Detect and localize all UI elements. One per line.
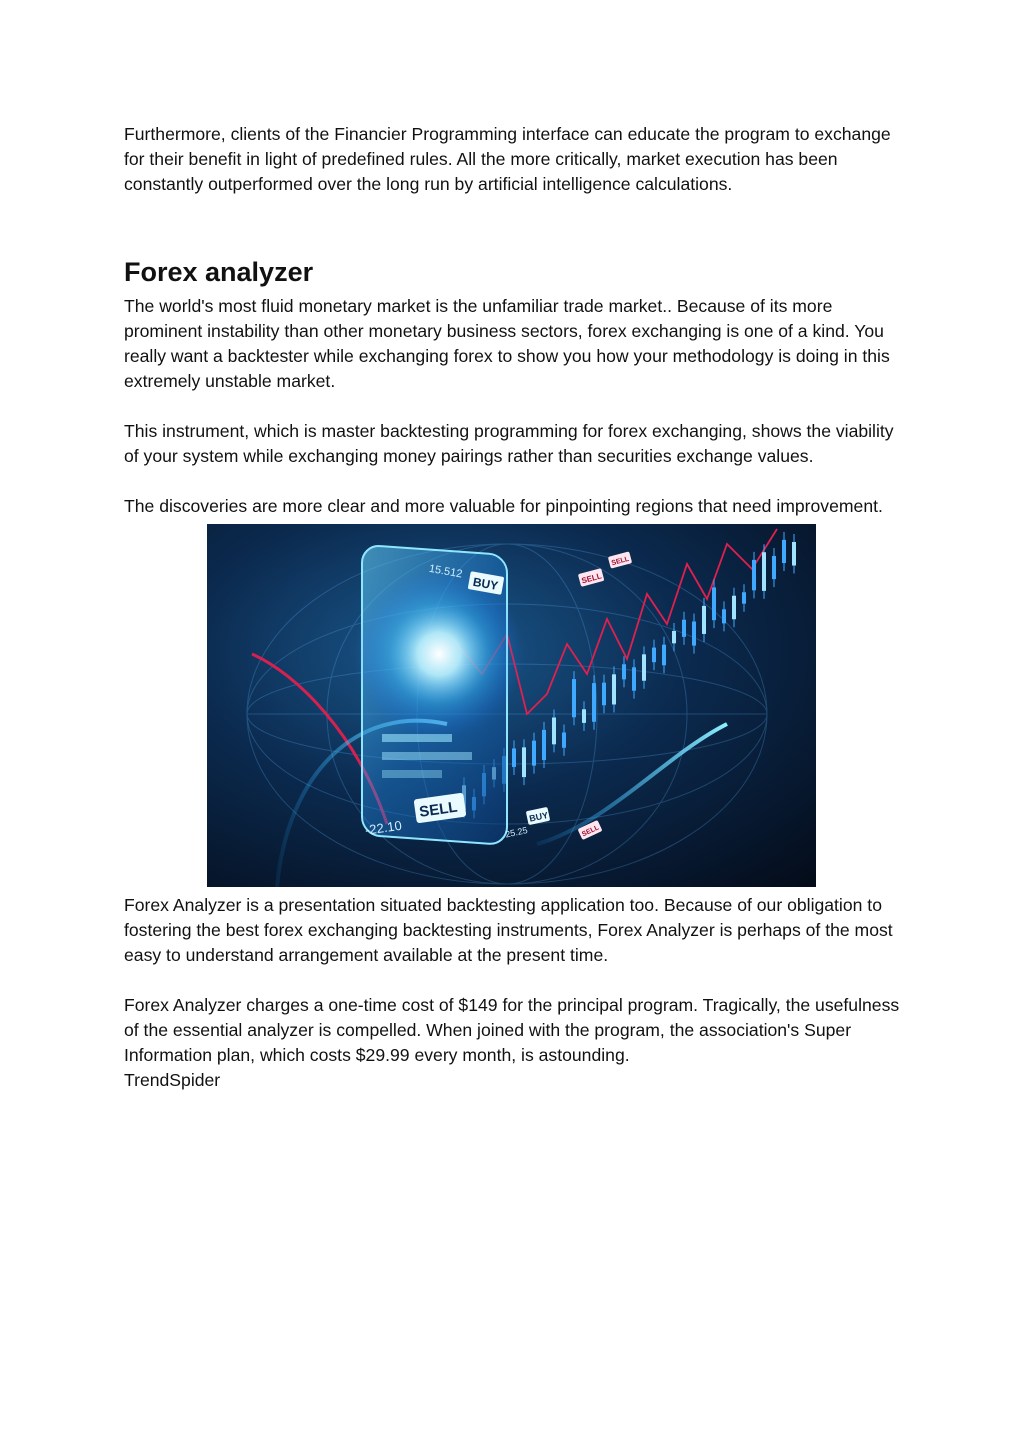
candle-body bbox=[682, 620, 686, 637]
candle-body bbox=[622, 664, 626, 679]
paragraph-2: This instrument, which is master backtesting programming for forex exchanging, shows the viability of your system while exchanging money pairings rather than securities exchange values. bbox=[124, 421, 894, 466]
candle-body bbox=[562, 732, 566, 747]
candle-body bbox=[742, 592, 746, 603]
document-page bbox=[124, 122, 904, 1093]
spacer bbox=[124, 197, 904, 254]
svg-text:BUY: BUY bbox=[528, 810, 550, 824]
candle-body bbox=[662, 645, 666, 666]
candle-body bbox=[732, 596, 736, 620]
light-glow bbox=[354, 569, 524, 739]
candle-body bbox=[762, 552, 766, 591]
intro-paragraph: Furthermore, clients of the Financier Programming interface can educate the program to exchange for their benefit in light of predefined rules. All the more critically, market execution has been constantly outperformed over the long run by artificial intelligence calculations. bbox=[124, 124, 891, 194]
paragraph-1: The world's most fluid monetary market is the unfamiliar trade market.. Because of its more prominent instability than other monetary business sectors, forex exchanging is one of a kind. You really want a backtester while exchanging forex to show you how your methodology is doing in this extremely unstable market. bbox=[124, 296, 890, 391]
candle-body bbox=[792, 542, 796, 566]
svg-text:SELL: SELL bbox=[580, 824, 601, 839]
candle-body bbox=[522, 747, 526, 777]
svg-text:SELL: SELL bbox=[580, 571, 603, 586]
candle-body bbox=[632, 667, 636, 690]
paragraph-6: TrendSpider bbox=[124, 1070, 221, 1090]
svg-text:SELL: SELL bbox=[418, 798, 459, 821]
paragraph-4: Forex Analyzer is a presentation situated backtesting application too. Because of our obligation to fostering the best forex exchanging backtesting instruments, Forex Analyzer is perhaps of the most easy to understand arrangement available at the present time. bbox=[124, 895, 893, 965]
candle-body bbox=[532, 741, 536, 766]
spacer bbox=[124, 394, 904, 419]
svg-text:BUY: BUY bbox=[471, 574, 500, 594]
candle-body bbox=[642, 654, 646, 680]
label-price-low: -22.10 bbox=[364, 817, 403, 838]
candle-body bbox=[602, 683, 606, 706]
spacer bbox=[124, 968, 904, 993]
candle-body bbox=[552, 718, 556, 745]
candle-body bbox=[652, 648, 656, 663]
candle-body bbox=[512, 748, 516, 767]
candle-body bbox=[612, 674, 616, 704]
spacer bbox=[124, 469, 904, 494]
candle-body bbox=[592, 683, 596, 722]
candle-body bbox=[572, 679, 576, 717]
candle-body bbox=[712, 587, 716, 620]
candle-body bbox=[722, 609, 726, 623]
section-heading: Forex analyzer bbox=[124, 257, 314, 287]
paragraph-5: Forex Analyzer charges a one-time cost of $149 for the principal program. Tragically, the usefulness of the essential analyzer is compelled. When joined with the program, the association's Super Information plan, which costs $29.99 every month, is astounding. bbox=[124, 995, 900, 1065]
candle-body bbox=[582, 709, 586, 723]
candle-body bbox=[672, 631, 676, 643]
candle-body bbox=[542, 730, 546, 760]
candle-body bbox=[702, 606, 706, 634]
candle-body bbox=[692, 621, 696, 645]
paragraph-3: The discoveries are more clear and more valuable for pinpointing regions that need improvement. bbox=[124, 496, 883, 516]
label-price-mid: 25.25 bbox=[504, 825, 529, 840]
candle-body bbox=[782, 540, 786, 563]
candle-body bbox=[772, 556, 776, 579]
label-price-top: 15.512 bbox=[427, 562, 464, 581]
forex-trading-illustration bbox=[207, 524, 816, 887]
forex-illustration-svg bbox=[207, 524, 816, 887]
candle-body bbox=[752, 560, 756, 590]
svg-text:SELL: SELL bbox=[610, 555, 630, 568]
